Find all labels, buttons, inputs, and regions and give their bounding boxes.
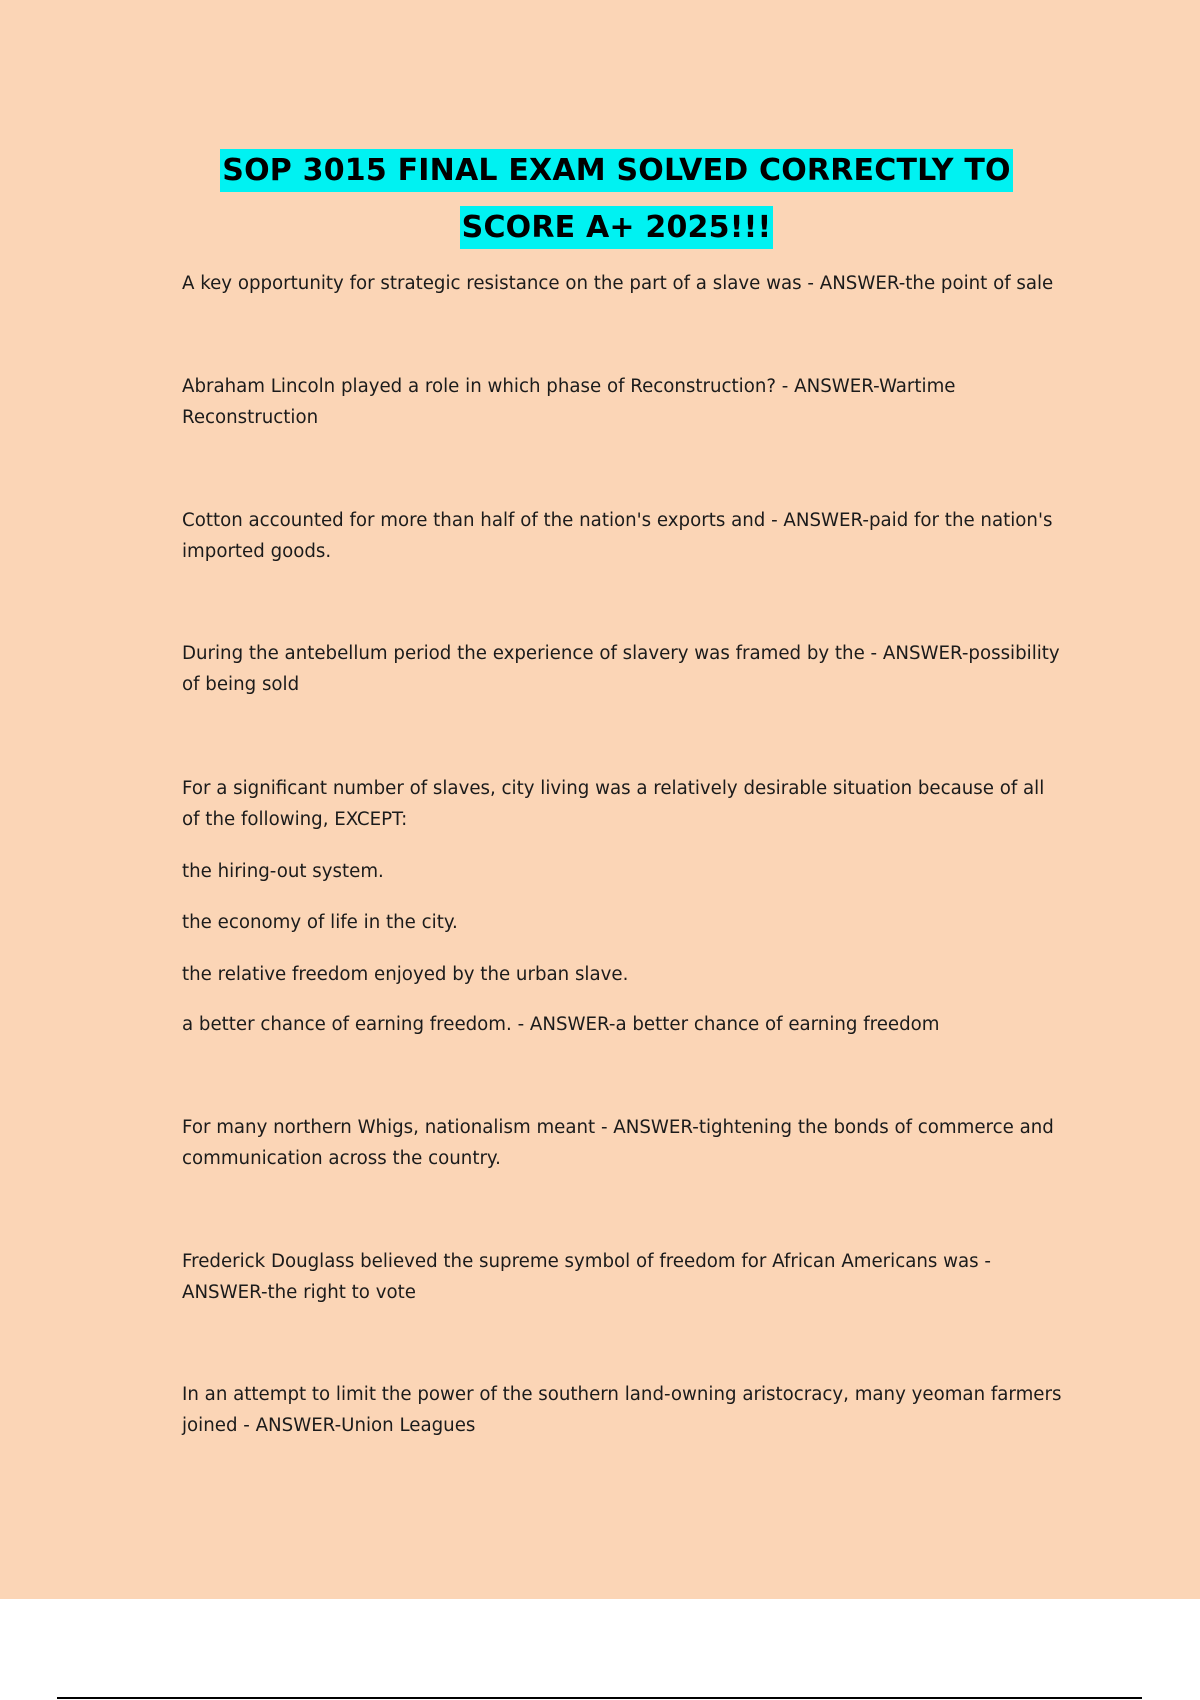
question-option: a better chance of earning freedom. - ANSWER-a better chance of earning freedom	[182, 1014, 940, 1035]
title-line-1: SOP 3015 FINAL EXAM SOLVED CORRECTLY TO	[220, 149, 1012, 192]
question-item: For a significant number of slaves, city living was a relatively desirable situation because of all of the following, EXCEPT:	[182, 778, 1045, 830]
question-item: In an attempt to limit the power of the southern land-owning aristocracy, many yeoman farmers joined - ANSWER-Union Leagues	[182, 1384, 1062, 1436]
title-line-2: SCORE A+ 2025!!!	[460, 206, 774, 249]
question-option: the economy of life in the city.	[182, 912, 458, 933]
footer-divider	[57, 1697, 1142, 1699]
question-item: For many northern Whigs, nationalism meant - ANSWER-tightening the bonds of commerce and communication across the country.	[182, 1117, 1054, 1169]
question-option: the relative freedom enjoyed by the urban slave.	[182, 964, 629, 985]
question-item: A key opportunity for strategic resistance on the part of a slave was - ANSWER-the point of sale	[182, 273, 1054, 294]
page-title	[0, 145, 1200, 259]
question-option: the hiring-out system.	[182, 861, 384, 882]
question-item: During the antebellum period the experience of slavery was framed by the - ANSWER-possibility of being sold	[182, 643, 1060, 695]
question-item: Cotton accounted for more than half of the nation's exports and - ANSWER-paid for the nation's imported goods.	[182, 510, 1053, 562]
question-item: Abraham Lincoln played a role in which phase of Reconstruction? - ANSWER-Wartime Reconstruction	[182, 376, 956, 428]
question-item: Frederick Douglass believed the supreme symbol of freedom for African Americans was - ANSWER-the right to vote	[182, 1251, 991, 1303]
